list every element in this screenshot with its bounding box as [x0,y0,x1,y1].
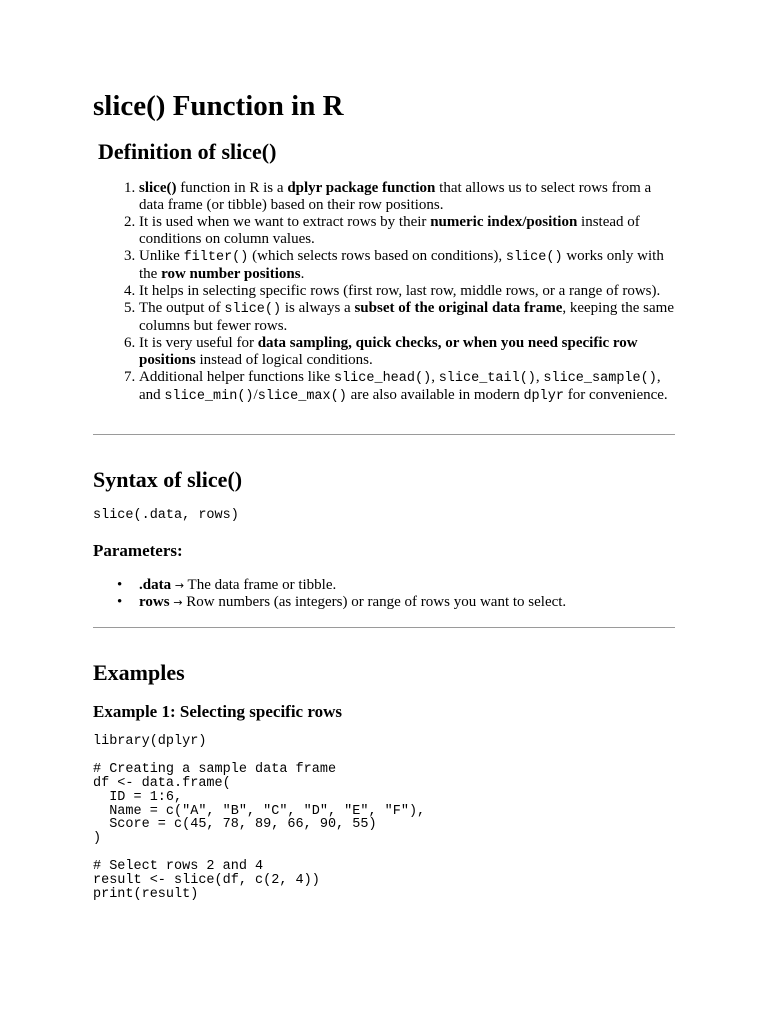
body-text: Unlike [139,248,184,264]
parameters-list [93,577,675,611]
inline-code: slice_min() [164,389,254,404]
body-text: function in R is a [176,180,288,196]
page-title: slice() Function in R [93,90,344,122]
body-text: , and [139,369,661,403]
right-arrow-icon: → [174,579,185,592]
syntax-heading: Syntax of slice() [93,467,243,492]
example-1-heading: Example 1: Selecting specific rows [93,702,342,721]
definition-item-2 [139,214,675,248]
inline-code: dplyr [523,389,564,404]
body-text: that allows us to select rows from a data frame (or tibble) based on their row positions. [139,180,652,213]
body-text: It is very useful for [139,335,258,351]
body-text: , [535,369,544,385]
emphasis-text: dplyr package function [287,180,436,196]
right-arrow-icon: → [173,596,183,609]
body-text: are also available in modern [346,387,524,403]
inline-code: slice_tail() [438,371,536,386]
emphasis-text: subset of the original data frame [354,300,563,316]
body-text: for convenience. [563,387,668,403]
definition-item-3 [139,248,675,283]
body-text: It is used when we want to extract rows by their [139,214,431,230]
emphasis-text: slice() [139,180,177,196]
parameters-heading: Parameters: [93,541,183,560]
emphasis-text: row number positions [161,266,301,282]
examples-heading: Examples [93,660,185,685]
inline-code: filter() [183,250,249,265]
body-text: It helps in selecting specific rows (first row, last row, middle rows, or a range of rows). [139,283,661,299]
body-text: instead of conditions on column values. [139,214,640,247]
definition-item-4 [139,283,675,300]
body-text: (which selects rows based on conditions), [248,248,506,264]
parameter-name: rows [139,594,170,610]
definition-heading: Definition of slice() [98,139,277,164]
body-text: , [431,369,439,385]
example-1-code-block: library(dplyr) # Creating a sample data frame df <- data.frame( ID = 1:6, Name = c("A", "B", "C", "D", "E", "F"), Score = c(45, 78, 89, 66, 90, 55) ) # Select rows 2 and 4 result <- slice(df, c(2, 4)) print(result) [93,734,426,902]
definition-item-5 [139,300,675,335]
parameter-description: Row numbers (as integers) or range of rows you want to select. [182,594,567,610]
definition-list [93,180,675,405]
definition-item-7 [139,369,675,405]
body-text: / [253,387,258,403]
section-divider [93,627,675,628]
body-text: . [300,266,305,282]
emphasis-text: numeric index/position [430,214,578,230]
inline-code: slice_head() [333,371,432,386]
parameter-description: The data frame or tibble. [184,577,337,593]
inline-code: slice() [224,302,282,317]
body-text: , keeping the same columns but fewer rows. [139,300,674,334]
parameter-name: .data [139,577,172,593]
body-text: is always a [281,300,355,316]
inline-code: slice() [505,250,563,265]
inline-code: slice_sample() [543,371,657,386]
parameter-item-data [117,577,675,594]
body-text: works only with the [139,248,664,282]
bullet-icon: • [117,577,123,593]
syntax-code-block: slice(.data, rows) [93,508,239,523]
body-text: instead of logical conditions. [195,352,373,368]
body-text: The output of [139,300,225,316]
bullet-icon: • [117,594,123,610]
emphasis-text: data sampling, quick checks, or when you need specific row positions [139,335,638,368]
inline-code: slice_max() [257,389,347,404]
parameter-item-rows [117,594,675,611]
definition-item-6 [139,335,675,369]
section-divider [93,434,675,435]
definition-item-1 [139,180,675,214]
body-text: Additional helper functions like [139,369,334,385]
